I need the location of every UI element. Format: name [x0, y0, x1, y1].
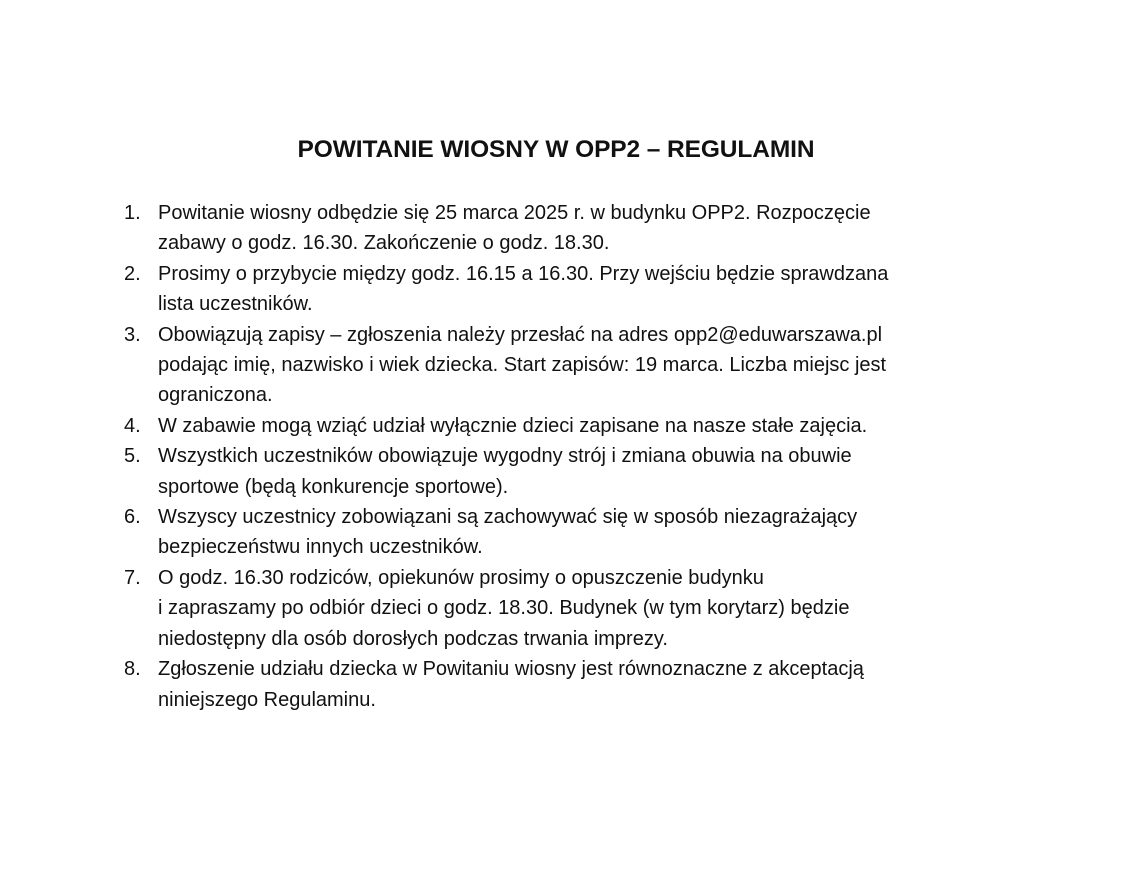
rule-item [118, 654, 1018, 715]
rule-number: 5. [124, 445, 141, 468]
rule-number: 6. [124, 506, 141, 529]
rules-list [118, 198, 1018, 715]
rule-text-line: ograniczona. [158, 384, 273, 407]
rule-number: 2. [124, 262, 141, 285]
rule-item [118, 502, 1018, 563]
document-title: POWITANIE WIOSNY W OPP2 – REGULAMIN [297, 136, 815, 163]
rule-text-line: Wszystkich uczestników obowiązuje wygodny strój i zmiana obuwia na obuwie [158, 445, 852, 468]
rule-text-line: Powitanie wiosny odbędzie się 25 marca 2025 r. w budynku OPP2. Rozpoczęcie [158, 202, 871, 224]
rule-text-line: Wszyscy uczestnicy zobowiązani są zachowywać się w sposób niezagrażający [158, 506, 858, 529]
rule-number: 3. [124, 323, 141, 346]
rule-text-line: O godz. 16.30 rodziców, opiekunów prosimy o opuszczenie budynku [158, 566, 764, 589]
rule-item [118, 441, 1018, 502]
rule-text-line: Obowiązują zapisy – zgłoszenia należy przesłać na adres opp2@eduwarszawa.pl [158, 323, 883, 346]
rule-item [118, 320, 1018, 411]
rule-text-line: niedostępny dla osób dorosłych podczas trwania imprezy. [158, 627, 668, 650]
rule-text-line: W zabawie mogą wziąć udział wyłącznie dzieci zapisane na nasze stałe zajęcia. [158, 414, 868, 437]
rule-text-line: bezpieczeństwu innych uczestników. [158, 536, 483, 559]
rule-number: 4. [124, 414, 141, 437]
rule-item [118, 563, 1018, 654]
rule-text-line: Zgłoszenie udziału dziecka w Powitaniu wiosny jest równoznaczne z akceptacją [158, 658, 864, 681]
rule-item [118, 259, 1018, 320]
rule-text-line: lista uczestników. [158, 293, 313, 316]
rule-number: 8. [124, 658, 141, 681]
rule-text-line: zabawy o godz. 16.30. Zakończenie o godz. 18.30. [158, 232, 610, 255]
rule-text-line: i zapraszamy po odbiór dzieci o godz. 18.30. Budynek (w tym korytarz) będzie [158, 597, 850, 620]
rule-number: 7. [124, 566, 141, 589]
rule-text-line: sportowe (będą konkurencje sportowe). [158, 475, 509, 498]
rule-item [118, 411, 1018, 441]
rule-item [118, 198, 1018, 259]
rule-text-line: podając imię, nazwisko i wiek dziecka. Start zapisów: 19 marca. Liczba miejsc jest [158, 354, 887, 377]
rule-text-line: niniejszego Regulaminu. [158, 688, 376, 711]
rule-text-line: Prosimy o przybycie między godz. 16.15 a 16.30. Przy wejściu będzie sprawdzana [158, 262, 889, 285]
rule-number: 1. [124, 202, 141, 224]
